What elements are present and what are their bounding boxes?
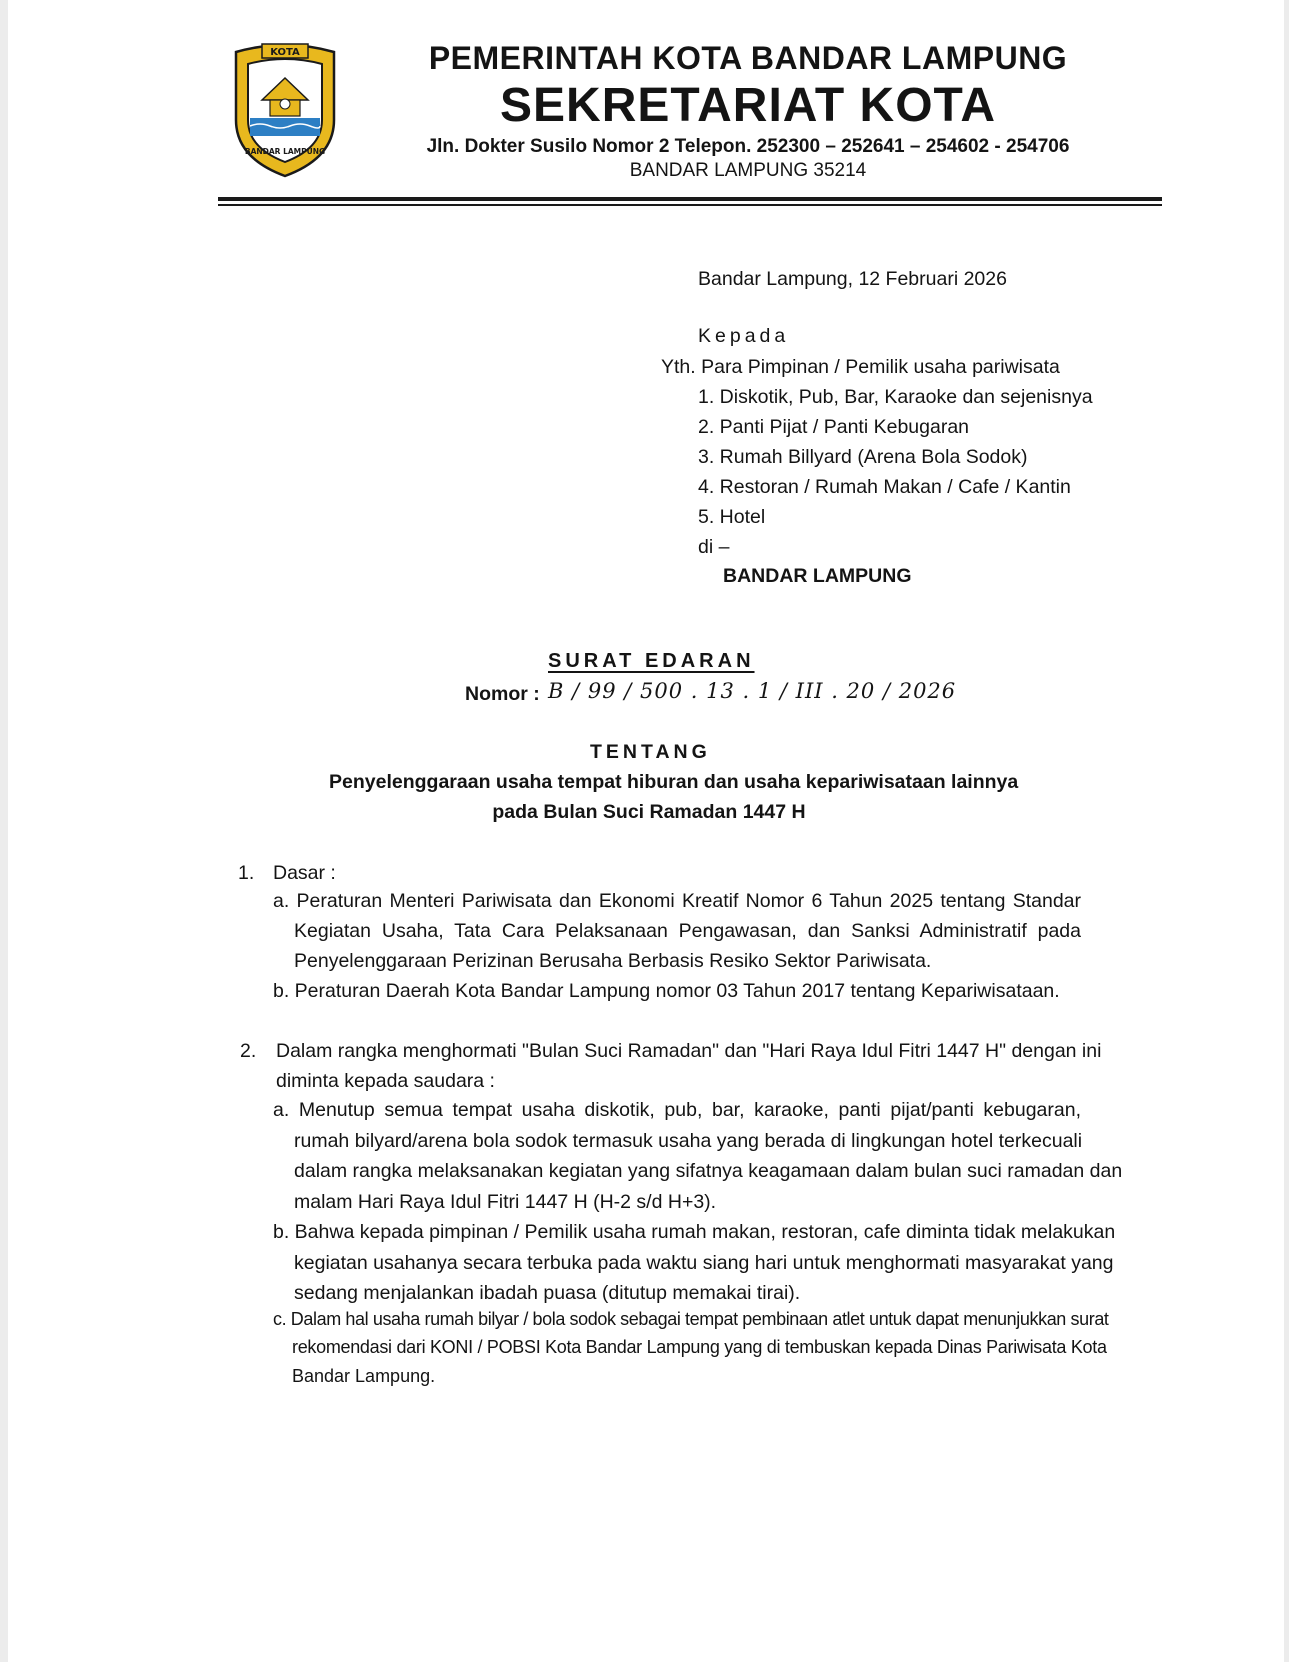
- section-2a-line: a. Menutup semua tempat usaha diskotik, pub, bar, karaoke, panti pijat/panti kebugaran,: [273, 1099, 1081, 1121]
- letter-number-label: Nomor :: [465, 683, 540, 705]
- office-city-postcode: BANDAR LAMPUNG 35214: [629, 160, 867, 181]
- government-name: PEMERINTAH KOTA BANDAR LAMPUNG: [428, 40, 1068, 76]
- recipient-item: 1. Diskotik, Pub, Bar, Karaoke dan sejenisnya: [698, 386, 1093, 408]
- recipient-item: 2. Panti Pijat / Panti Kebugaran: [698, 416, 970, 438]
- section-1b-line: b. Peraturan Daerah Kota Bandar Lampung nomor 03 Tahun 2017 tentang Kepariwisataan.: [273, 980, 1060, 1002]
- section-2-intro-line: diminta kepada saudara :: [276, 1070, 495, 1092]
- office-name: SEKRETARIAT KOTA: [500, 79, 996, 132]
- letter-type-title: SURAT EDARAN: [548, 650, 755, 672]
- recipient-di: di –: [698, 536, 730, 558]
- section-2c-line: c. Dalam hal usaha rumah bilyar / bola sodok sebagai tempat pembinaan atlet untuk dapat menunjukkan surat: [273, 1309, 1109, 1329]
- section-2a-line: dalam rangka melaksanakan kegiatan yang sifatnya keagamaan dalam bulan suci ramadan dan: [294, 1160, 1123, 1182]
- logo-bottom-text: BANDAR LAMPUNG: [244, 147, 326, 156]
- section-1a-line: Penyelenggaraan Perizinan Berusaha Berbasis Resiko Sektor Pariwisata.: [294, 950, 932, 972]
- section-2-intro-line: Dalam rangka menghormati "Bulan Suci Ramadan" dan "Hari Raya Idul Fitri 1447 H" dengan ini: [276, 1040, 1102, 1062]
- recipient-item: 3. Rumah Billyard (Arena Bola Sodok): [698, 446, 1028, 468]
- about-line-1: Penyelenggaraan usaha tempat hiburan dan usaha kepariwisataan lainnya: [329, 771, 1019, 793]
- about-label: TENTANG: [590, 741, 711, 763]
- recipient-kepada: Kepada: [698, 325, 790, 347]
- section-1a-line: a. Peraturan Menteri Pariwisata dan Ekonomi Kreatif Nomor 6 Tahun 2025 tentang Standar: [273, 890, 1081, 912]
- recipient-yth: Yth. Para Pimpinan / Pemilik usaha pariwisata: [661, 356, 1060, 378]
- recipient-item: 4. Restoran / Rumah Makan / Cafe / Kantin: [698, 476, 1071, 498]
- section-2a-line: rumah bilyard/arena bola sodok termasuk usaha yang berada di lingkungan hotel terkecuali: [294, 1130, 1083, 1152]
- section-1a-line: Kegiatan Usaha, Tata Cara Pelaksanaan Pengawasan, dan Sanksi Administratif pada: [294, 920, 1081, 942]
- section-2b-line: b. Bahwa kepada pimpinan / Pemilik usaha rumah makan, restoran, cafe diminta tidak melakukan: [273, 1221, 1116, 1243]
- section-2b-line: sedang menjalankan ibadah puasa (ditutup memakai tirai).: [294, 1282, 801, 1304]
- letter-number-value: B / 99 / 500 . 13 . 1 / III . 20 / 2026: [548, 679, 957, 703]
- city-emblem-logo: [226, 40, 344, 180]
- section-1-number: 1.: [238, 862, 255, 884]
- recipient-place: BANDAR LAMPUNG: [723, 565, 912, 587]
- header-rule-thin: [218, 204, 1162, 206]
- logo-top-text: KOTA: [270, 47, 300, 58]
- office-address: Jln. Dokter Susilo Nomor 2 Telepon. 252300 – 252641 – 254602 - 254706: [426, 136, 1070, 157]
- section-1-title: Dasar :: [273, 862, 336, 884]
- section-2c-line: rekomendasi dari KONI / POBSI Kota Bandar Lampung yang di tembuskan kepada Dinas Pariwisata Kota: [292, 1337, 1107, 1357]
- section-2a-line: malam Hari Raya Idul Fitri 1447 H (H-2 s/d H+3).: [294, 1191, 717, 1213]
- about-line-2: pada Bulan Suci Ramadan 1447 H: [492, 801, 806, 823]
- section-2c-line: Bandar Lampung.: [292, 1366, 436, 1386]
- section-2b-line: kegiatan usahanya secara terbuka pada waktu siang hari untuk menghormati masyarakat yang: [294, 1252, 1114, 1274]
- document-page: [8, 0, 1284, 1662]
- section-2-number: 2.: [240, 1040, 257, 1062]
- letter-date: Bandar Lampung, 12 Februari 2026: [698, 268, 1007, 290]
- recipient-item: 5. Hotel: [698, 506, 766, 528]
- header-rule-thick: [218, 197, 1162, 201]
